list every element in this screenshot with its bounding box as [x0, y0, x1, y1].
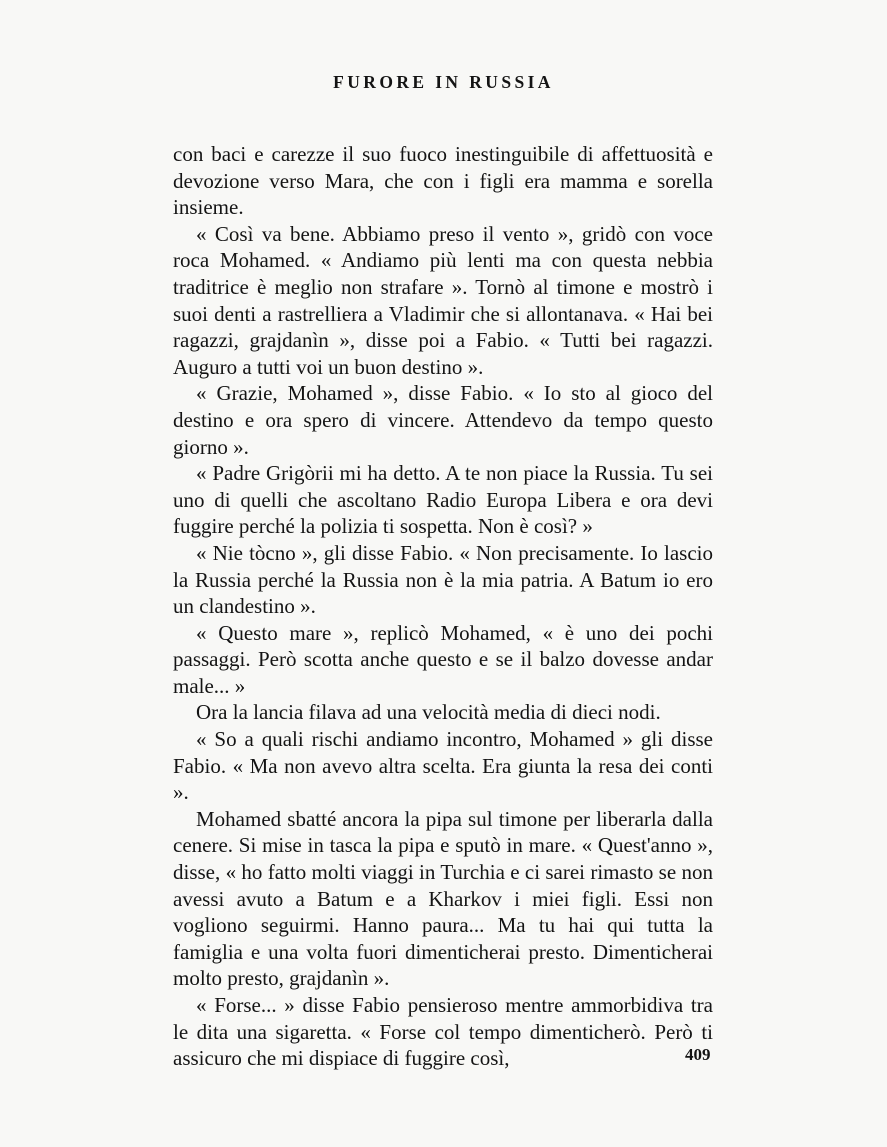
paragraph-8: « So a quali rischi andiamo incontro, Mohamed » gli disse Fabio. « Ma non avevo altra scelta. Era giunta la resa dei conti ». — [173, 727, 713, 805]
paragraph-9: Mohamed sbatté ancora la pipa sul timone per liberarla dalla cenere. Si mise in tasca la pipa e sputò in mare. « Quest'anno », disse, « ho fatto molti viaggi in Turchia e ci sarei rimasto se non avessi avuto a Batum e a Kharkov i miei figli. Essi non vogliono seguirmi. Hanno paura... Ma tu hai qui tutta la famiglia e una volta fuori dimenticherai presto. Dimenticherai molto presto, grajdanìn ». — [173, 806, 713, 991]
paragraph-7: Ora la lancia filava ad una velocità media di dieci nodi. — [196, 700, 661, 725]
paragraph-4: « Padre Grigòrii mi ha detto. A te non piace la Russia. Tu sei uno di quelli che ascoltano Radio Europa Libera e ora devi fuggire perché la polizia ti sospetta. Non è così? » — [173, 461, 713, 539]
paragraph-10: « Forse... » disse Fabio pensieroso mentre ammorbidiva tra le dita una sigaretta. « Forse col tempo dimenticherò. Però ti assicuro che mi dispiace di fuggire così, — [173, 993, 713, 1071]
body-text — [173, 141, 713, 1072]
paragraph-6: « Questo mare », replicò Mohamed, « è uno dei pochi passaggi. Però scotta anche questo e se il balzo dovesse andar male... » — [173, 620, 713, 698]
paragraph-2: « Così va bene. Abbiamo preso il vento », gridò con voce roca Mohamed. « Andiamo più lenti ma con questa nebbia traditrice è meglio non strafare ». Tornò al timone e mostrò i suoi denti a rastrelliera a Vladimir che si allontanava. « Hai bei ragazzi, grajdanìn », disse poi a Fabio. « Tutti bei ragazzi. Auguro a tutti voi un buon destino ». — [173, 221, 713, 379]
running-header: FURORE IN RUSSIA — [333, 72, 554, 92]
paragraph-1: con baci e carezze il suo fuoco inestinguibile di affettuosità e devozione verso Mara, che con i figli era mamma e sorella insieme. — [173, 142, 713, 220]
paragraph-3: « Grazie, Mohamed », disse Fabio. « Io sto al gioco del destino e ora spero di vincere. Attendevo da tempo questo giorno ». — [173, 381, 713, 459]
page-number: 409 — [685, 1045, 711, 1064]
paragraph-5: « Nie tòcno », gli disse Fabio. « Non precisamente. Io lascio la Russia perché la Russia non è la mia patria. A Batum io ero un clandestino ». — [173, 540, 713, 619]
